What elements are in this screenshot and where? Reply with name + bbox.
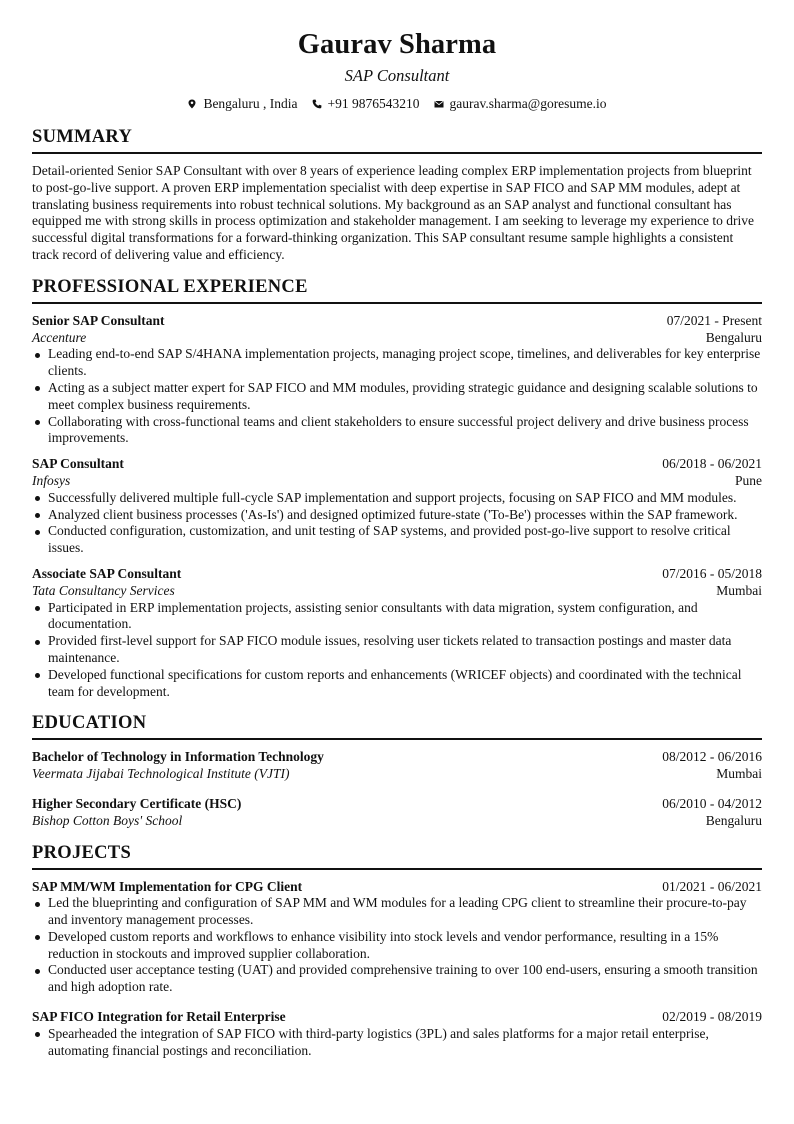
bullet-item: Leading end-to-end SAP S/4HANA implementation projects, managing project scope, timelines, and deliverables for key enterprise clients. [48, 346, 761, 379]
project-name: SAP FICO Integration for Retail Enterprise [32, 1009, 286, 1025]
candidate-name: Gaurav Sharma [297, 29, 497, 60]
job-company: Accenture [32, 329, 87, 345]
bullet-item: Led the blueprinting and configuration of SAP MM and WM modules for a leading CPG client to streamline their procure-to-pay and inventory management processes. [48, 895, 762, 929]
location-text: Bengaluru , India [203, 96, 298, 111]
job-bullets [32, 346, 762, 447]
job-dates: 06/2018 - 06/2021 [662, 456, 762, 472]
bullet-item: Spearheaded the integration of SAP FICO with third-party logistics (3PL) and sales platforms for a major retail enterprise, automating financial postings and reconciliation. [48, 1026, 762, 1060]
school-name: Bishop Cotton Boys' School [32, 812, 183, 828]
job-location: Mumbai [716, 582, 762, 598]
project-dates: 02/2019 - 08/2019 [662, 1009, 762, 1025]
envelope-icon [434, 99, 444, 109]
bullet-item: Developed custom reports and workflows to enhance visibility into stock levels and vendor performance, resulting in a 15% reduction in stockouts and improved supplier collaboration. [48, 929, 762, 963]
education-heading: EDUCATION [32, 712, 762, 740]
education-dates: 06/2010 - 04/2012 [662, 795, 762, 811]
bullet-item: Analyzed client business processes ('As-Is') and designed optimized future-state ('To-Be') processes within the SAP framework. [48, 507, 762, 524]
candidate-role: SAP Consultant [344, 66, 450, 85]
bullet-item: Successfully delivered multiple full-cycle SAP implementation and support projects, focusing on SAP FICO and MM modules. [48, 490, 762, 507]
location-pin-icon [187, 99, 197, 109]
bullet-item: Provided first-level support for SAP FICO module issues, resolving user tickets related to transaction postings and master data maintenance. [48, 633, 762, 667]
degree-title: Bachelor of Technology in Information Technology [32, 749, 324, 765]
phone-text: +91 9876543210 [327, 96, 420, 111]
contact-bar [32, 95, 762, 113]
education-entry [32, 749, 762, 783]
bullet-item: Conducted user acceptance testing (UAT) and provided comprehensive training to over 100 end-users, ensuring a smooth transition and high adoption rate. [48, 962, 762, 996]
job-location: Bengaluru [705, 329, 762, 345]
job-title: SAP Consultant [32, 456, 124, 472]
project-entry [32, 879, 762, 997]
job-entry [32, 313, 762, 447]
job-entry [32, 456, 762, 557]
school-location: Mumbai [716, 766, 762, 782]
education-dates: 08/2012 - 06/2016 [662, 749, 762, 765]
bullet-item: Acting as a subject matter expert for SAP FICO and MM modules, providing strategic guidance and designing scalable solutions to meet complex business requirements. [48, 380, 762, 414]
job-title: Senior SAP Consultant [32, 312, 165, 328]
phone-icon [312, 99, 322, 109]
summary-heading: SUMMARY [32, 126, 762, 154]
job-company: Tata Consultancy Services [32, 582, 175, 598]
contact-phone[interactable] [312, 95, 420, 113]
project-name: SAP MM/WM Implementation for CPG Client [32, 878, 303, 894]
job-dates: 07/2016 - 05/2018 [662, 565, 762, 581]
project-bullets [32, 1026, 762, 1060]
bullet-item: Conducted configuration, customization, and unit testing of SAP systems, and provided post-go-live support to resolve critical issues. [48, 523, 762, 557]
projects-heading: PROJECTS [32, 842, 762, 870]
summary-text: Detail-oriented Senior SAP Consultant with over 8 years of experience leading complex ERP implementation projects from blueprint to post-go-live support. A proven ERP implementation specialist with deep expertise in SAP FICO and SAP MM modules, adept at translating business requirements into robust technical solutions. My background as an SAP analyst and functional consultant has equipped me with strong skills in process optimization and stakeholder management. I am seeking to leverage my experience to drive successful digital transformations for a forward-thinking organization. This SAP consultant resume sample highlights a consistent track record of delivering value and efficiency. [32, 163, 755, 262]
degree-title: Higher Secondary Certificate (HSC) [32, 795, 242, 811]
bullet-item: Collaborating with cross-functional teams and client stakeholders to ensure successful project delivery and drive business process improvements. [48, 414, 762, 448]
email-text: gaurav.sharma@goresume.io [449, 96, 607, 111]
bullet-item: Participated in ERP implementation projects, assisting senior consultants with data migration, system configuration, and documentation. [48, 600, 762, 634]
education-entry [32, 796, 762, 830]
job-location: Pune [735, 472, 762, 488]
bullet-item: Developed functional specifications for custom reports and enhancements (WRICEF objects) and coordinated with the technical team for development. [48, 667, 762, 701]
job-title: Associate SAP Consultant [32, 565, 182, 581]
job-bullets [32, 600, 762, 701]
school-location: Bengaluru [705, 812, 762, 828]
experience-heading: PROFESSIONAL EXPERIENCE [32, 276, 762, 304]
contact-location [187, 95, 297, 113]
project-bullets [32, 895, 762, 996]
job-entry [32, 566, 762, 700]
project-dates: 01/2021 - 06/2021 [662, 878, 762, 894]
job-company: Infosys [32, 472, 71, 488]
project-entry [32, 1009, 762, 1059]
contact-email[interactable] [434, 95, 607, 113]
job-bullets [32, 490, 762, 557]
job-dates: 07/2021 - Present [666, 312, 762, 328]
school-name: Veermata Jijabai Technological Institute (VJTI) [32, 766, 290, 782]
